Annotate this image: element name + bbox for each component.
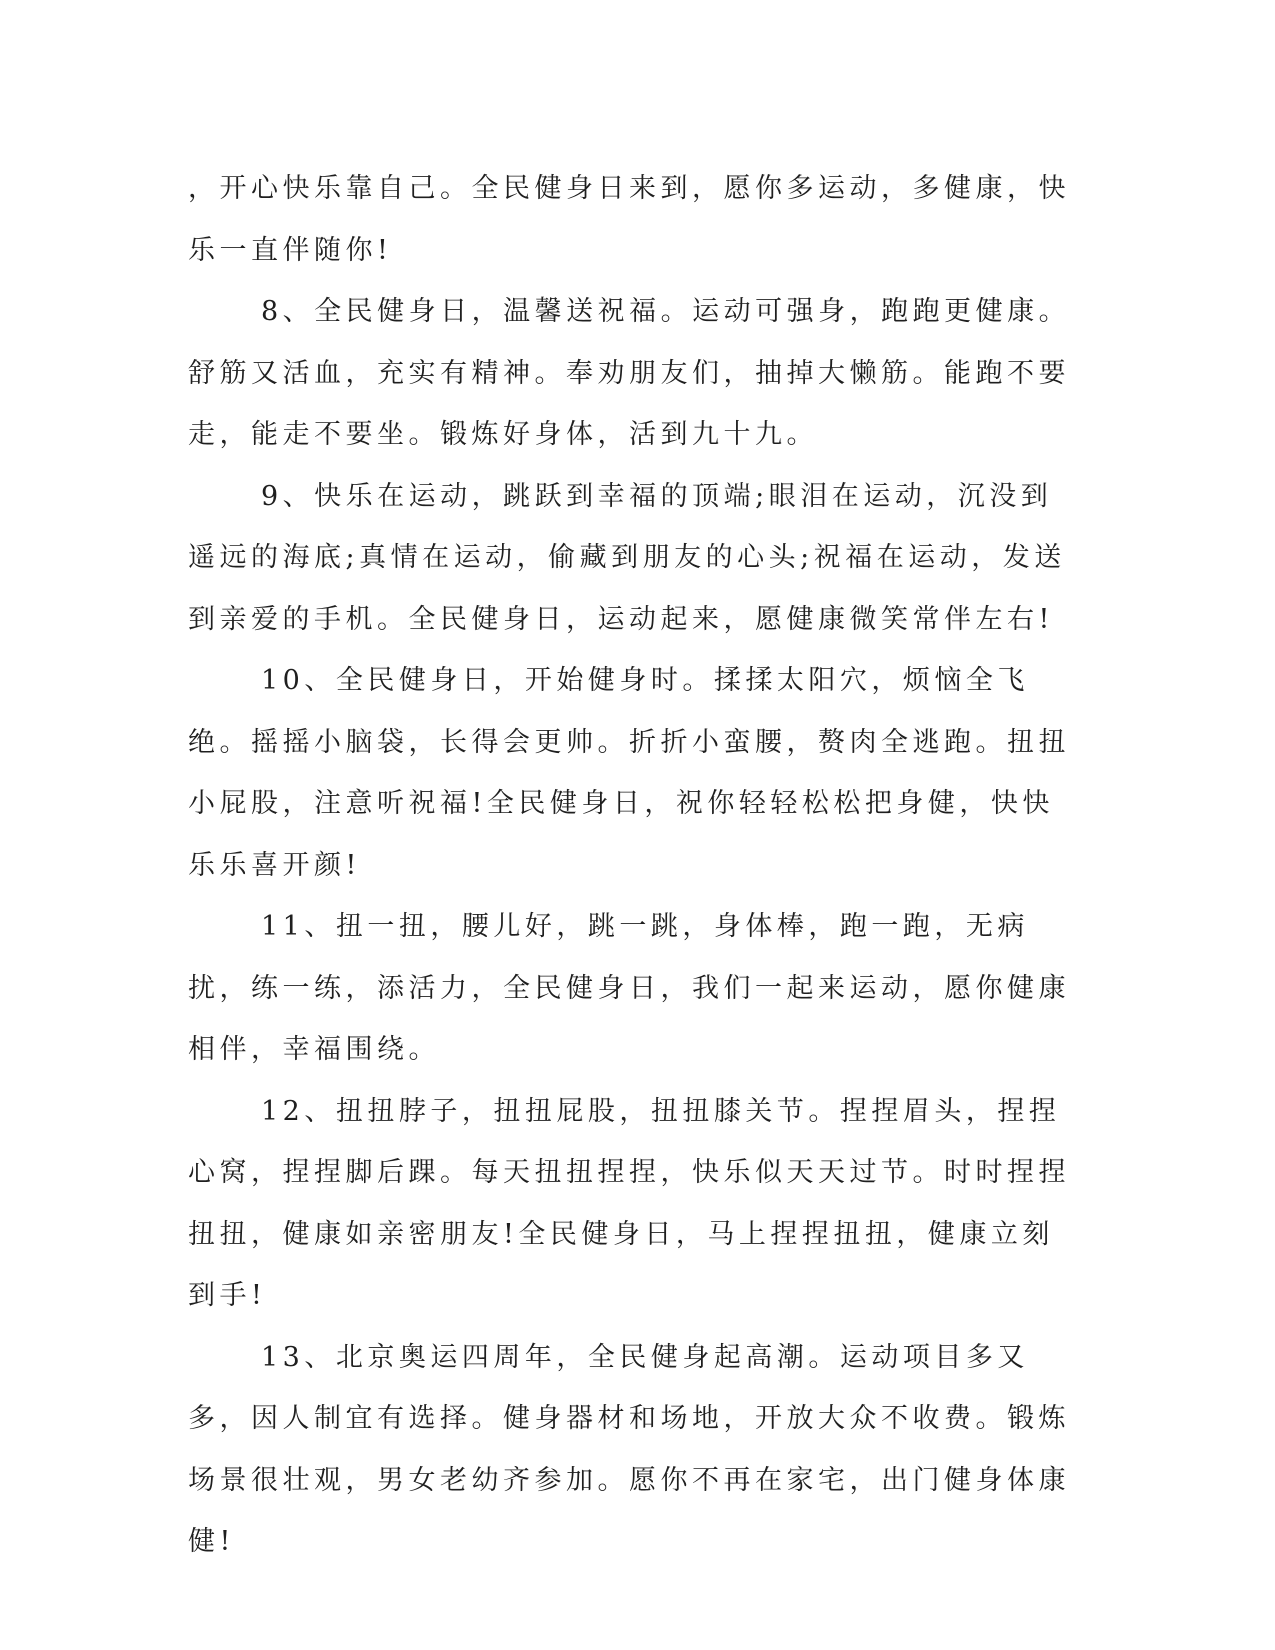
- paragraph-item-10: 10、全民健身日，开始健身时。揉揉太阳穴，烦恼全飞绝。摇摇小脑袋，长得会更帅。折折小蛮腰，赘肉全逃跑。扭扭小屁股，注意听祝福!全民健身日，祝你轻轻松松把身健，快快乐乐喜开颜!: [188, 665, 1070, 881]
- document-page: [188, 158, 1073, 1573]
- paragraph-item-11: 11、扭一扭，腰儿好，跳一跳，身体棒，跑一跑，无病扰，练一练，添活力，全民健身日，我们一起来运动，愿你健康相伴，幸福围绕。: [188, 911, 1070, 1065]
- paragraph-item-8: 8、全民健身日，温馨送祝福。运动可强身，跑跑更健康。舒筋又活血，充实有精神。奉劝朋友们，抽掉大懒筋。能跑不要走，能走不要坐。锻炼好身体，活到九十九。: [188, 296, 1071, 450]
- paragraph-item-9: 9、快乐在运动，跳跃到幸福的顶端;眼泪在运动，沉没到遥远的海底;真情在运动，偷藏到朋友的心头;祝福在运动，发送到亲爱的手机。全民健身日，运动起来，愿健康微笑常伴左右!: [188, 480, 1066, 635]
- paragraph-continuation: ，开心快乐靠自己。全民健身日来到，愿你多运动，多健康，快乐一直伴随你!: [188, 173, 1070, 266]
- paragraph-item-13: 13、北京奥运四周年，全民健身起高潮。运动项目多又多，因人制宜有选择。健身器材和场地，开放大众不收费。锻炼场景很壮观，男女老幼齐参加。愿你不再在家宅，出门健身体康健!: [188, 1341, 1070, 1557]
- paragraph-item-12: 12、扭扭脖子，扭扭屁股，扭扭膝关节。捏捏眉头，捏捏心窝，捏捏脚后踝。每天扭扭捏捏，快乐似天天过节。时时捏捏扭扭，健康如亲密朋友!全民健身日，马上捏捏扭扭，健康立刻到手!: [188, 1095, 1070, 1311]
